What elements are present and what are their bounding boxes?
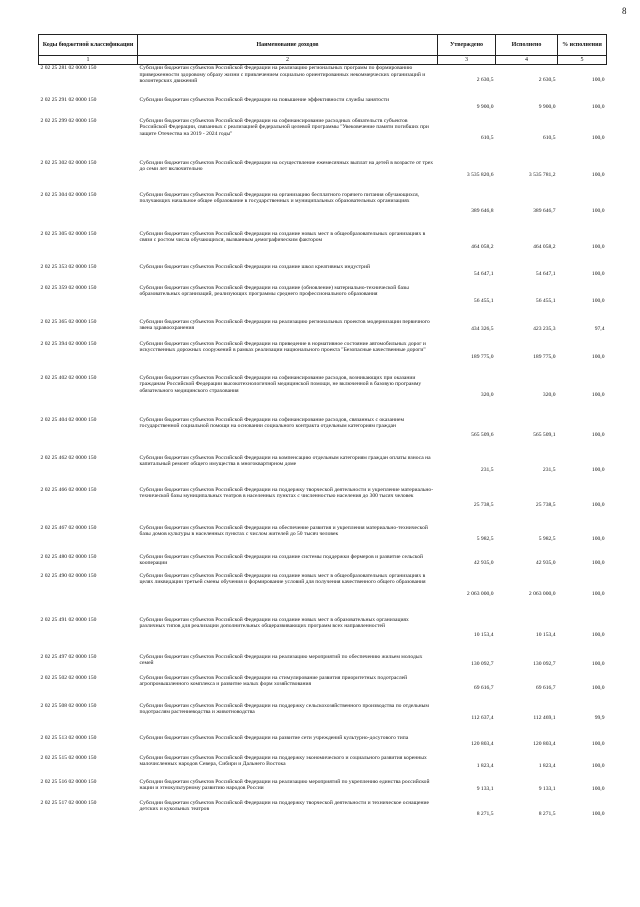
header-percent: % исполнения: [558, 35, 607, 56]
row-percent: 100,0: [591, 207, 605, 214]
row-code: 2 02 25 404 02 0000 150: [40, 416, 97, 423]
row-approved: 25 738,5: [473, 502, 494, 509]
table-row: [39, 573, 607, 617]
row-name: Субсидии бюджетам субъектов Российской Федерации на повышение эффективности службы занятости: [139, 96, 390, 103]
row-percent: 100,0: [591, 591, 605, 598]
table-row: [39, 675, 607, 703]
row-percent: 100,0: [591, 763, 605, 770]
table-row: [39, 375, 607, 417]
row-name: Субсидии бюджетам субъектов Российской Федерации на реализацию региональных программ по формированию приверженности здоровому образу жизни с привлечением социально ориентированных некоммерческих организаций и волонтерских движений: [139, 65, 426, 85]
table-row: [39, 617, 607, 654]
row-executed: 130 092,7: [533, 660, 556, 667]
row-percent: 100,0: [591, 243, 605, 250]
row-approved: 565 509,6: [471, 432, 494, 439]
row-executed: 56 455,1: [535, 298, 556, 305]
row-percent: 100,0: [591, 685, 605, 692]
row-code: 2 02 25 467 02 0000 150: [40, 524, 97, 531]
table-row: [39, 160, 607, 192]
row-approved: 610,5: [480, 135, 494, 142]
row-code: 2 02 25 291 02 0000 150: [40, 96, 97, 103]
table-row: [39, 341, 607, 375]
row-name: Субсидии бюджетам субъектов Российской Федерации на обеспечение развития и укрепления материально-технической базы домов культуры в населенных пунктах с числом жителей до 50 тысяч человек: [139, 524, 428, 538]
table-row: [39, 118, 607, 160]
row-approved: 389 646,8: [471, 207, 494, 214]
table-row: [39, 800, 607, 830]
header-code: Коды бюджетной классификации: [39, 35, 138, 56]
table-row: [39, 703, 607, 735]
row-executed: 389 646,7: [533, 207, 556, 214]
row-code: 2 02 25 497 02 0000 150: [40, 653, 97, 660]
table-row: [39, 417, 607, 455]
row-approved: 9 900,0: [476, 103, 494, 110]
row-approved: 5 982,5: [476, 535, 494, 542]
row-percent: 99,9: [594, 715, 605, 722]
row-approved: 42 935,0: [473, 559, 494, 566]
row-percent: 100,0: [591, 467, 605, 474]
row-name: Субсидии бюджетам субъектов Российской Федерации на стимулирование развития приоритетных подотраслей агропромышленного комплекса и развитие малых форм хозяйствования: [139, 674, 408, 688]
row-executed: 5 982,5: [538, 535, 556, 542]
row-executed: 1 823,4: [538, 763, 556, 770]
table-row: [39, 654, 607, 675]
table-row: [39, 779, 607, 800]
row-code: 2 02 25 515 02 0000 150: [40, 754, 97, 761]
row-code: 2 02 25 359 02 0000 150: [40, 284, 97, 291]
row-executed: 9 133,1: [538, 785, 556, 792]
row-name: Субсидии бюджетам субъектов Российской Федерации на софинансирование расходов, возникающих при оказании гражданам Российской Федерации высокотехнологичной медицинской помощи, не включенной в базовую программу обязательного медицинского страхования: [139, 374, 422, 394]
row-percent: 100,0: [591, 559, 605, 566]
row-executed: 54 647,1: [535, 270, 556, 277]
row-code: 2 02 25 302 02 0000 150: [40, 159, 97, 166]
row-code: 2 02 25 516 02 0000 150: [40, 778, 97, 785]
row-executed: 2 063 000,0: [528, 591, 556, 598]
row-percent: 100,0: [591, 354, 605, 361]
row-approved: 130 092,7: [471, 660, 494, 667]
row-code: 2 02 25 402 02 0000 150: [40, 374, 97, 381]
row-name: Субсидии бюджетам субъектов Российской Федерации на поддержку творческой деятельности и техническое оснащение детских и кукольных театров: [139, 799, 429, 813]
row-executed: 42 935,0: [535, 559, 556, 566]
row-executed: 25 738,5: [535, 502, 556, 509]
row-name: Субсидии бюджетам субъектов Российской Федерации на реализацию мероприятий по укреплению единства российской нации и этнокультурному развитию народов России: [139, 778, 430, 792]
row-name: Субсидии бюджетам субъектов Российской Федерации на организацию бесплатного горячего питания обучающихся, получающих начальное общее образование в государственных и муниципальных образовательных организациях: [139, 191, 420, 205]
row-executed: 120 803,4: [533, 741, 556, 748]
row-code: 2 02 25 462 02 0000 150: [40, 454, 97, 461]
table-row: [39, 231, 607, 264]
row-approved: 2 630,5: [476, 77, 494, 84]
row-approved: 9 133,1: [476, 785, 494, 792]
row-name: Субсидии бюджетам субъектов Российской Федерации на приведение в нормативное состояние автомобильных дорог и искусственных дорожных сооружений в рамках реализации национального проекта "Безопасные качественные дороги": [139, 340, 426, 354]
row-code: 2 02 25 502 02 0000 150: [40, 674, 97, 681]
table-row: [39, 487, 607, 525]
row-executed: 69 616,7: [535, 685, 556, 692]
row-executed: 610,5: [542, 135, 556, 142]
row-code: 2 02 25 353 02 0000 150: [40, 263, 97, 270]
row-code: 2 02 25 508 02 0000 150: [40, 702, 97, 709]
table-row: [39, 65, 607, 97]
row-percent: 100,0: [591, 660, 605, 667]
row-approved: 8 271,5: [476, 811, 494, 818]
row-approved: 56 455,1: [473, 298, 494, 305]
row-name: Субсидии бюджетам субъектов Российской Федерации на софинансирование расходных обязательств субъектов Российской Федерации, связанных с реализацией федеральной целевой программы "Увековечение памяти погибших при защите Отечества на 2019 - 2024 годы": [139, 117, 429, 137]
row-executed: 3 535 781,2: [528, 172, 556, 179]
row-approved: 434 326,5: [471, 326, 494, 333]
row-executed: 231,5: [542, 467, 556, 474]
header-executed: Исполнено: [496, 35, 558, 56]
row-code: 2 02 25 281 02 0000 150: [40, 65, 97, 71]
row-code: 2 02 25 305 02 0000 150: [40, 230, 97, 237]
row-percent: 100,0: [591, 103, 605, 110]
row-executed: 320,0: [542, 392, 556, 399]
table-row: [39, 97, 607, 118]
row-percent: 100,0: [591, 392, 605, 399]
row-percent: 100,0: [591, 298, 605, 305]
row-percent: 100,0: [591, 502, 605, 509]
row-percent: 100,0: [591, 270, 605, 277]
row-name: Субсидии бюджетам субъектов Российской Федерации на создание школ креативных индустрий: [139, 263, 370, 270]
row-name: Субсидии бюджетам субъектов Российской Федерации на создание новых мест в образовательных организациях различных типов для реализации дополнительных общеразвивающих программ всех направленностей: [139, 616, 409, 630]
row-executed: 2 630,5: [538, 77, 556, 84]
column-number: 5: [558, 56, 607, 65]
row-name: Субсидии бюджетам субъектов Российской Федерации на реализацию региональных проектов модернизации первичного звена здравоохранения: [139, 318, 430, 332]
table-row: [39, 525, 607, 554]
table-row: [39, 455, 607, 487]
column-number: 4: [496, 56, 558, 65]
row-executed: 8 271,5: [538, 811, 556, 818]
row-code: 2 02 25 466 02 0000 150: [40, 486, 97, 493]
header-name: Наименование доходов: [138, 35, 438, 56]
row-name: Субсидии бюджетам субъектов Российской Федерации на создание новых мест в общеобразовательных организациях в целях ликвидации третьей смены обучения и формирование условий для получения качественного общего образования: [139, 572, 426, 586]
row-code: 2 02 25 299 02 0000 150: [40, 117, 97, 124]
row-approved: 2 063 000,0: [466, 591, 494, 598]
row-name: Субсидии бюджетам субъектов Российской Федерации на создание системы поддержки фермеров и развитие сельской кооперации: [139, 553, 424, 567]
row-code: 2 02 25 365 02 0000 150: [40, 318, 97, 325]
table-row: [39, 264, 607, 285]
row-approved: 231,5: [480, 467, 494, 474]
row-name: Субсидии бюджетам субъектов Российской Федерации на поддержку творческой деятельности и укрепление материально-технической базы муниципальных театров в населенных пунктах с численностью населения до 300 тысяч человек: [139, 486, 434, 500]
column-number: 1: [39, 56, 138, 65]
row-percent: 97,4: [594, 326, 605, 333]
row-percent: 100,0: [591, 785, 605, 792]
row-executed: 112 469,1: [533, 715, 556, 722]
row-percent: 100,0: [591, 535, 605, 542]
row-approved: 10 153,4: [473, 631, 494, 638]
table-row: [39, 735, 607, 755]
column-number: 2: [138, 56, 438, 65]
row-name: Субсидии бюджетам субъектов Российской Федерации на осуществление ежемесячных выплат на детей в возрасте от трех до семи лет включительно: [139, 159, 434, 173]
row-name: Субсидии бюджетам субъектов Российской Федерации на компенсацию отдельным категориям граждан оплаты взноса на капитальный ремонт общего имущества в многоквартирном доме: [139, 454, 431, 468]
revenue-table: [38, 34, 607, 830]
row-approved: 112 637,4: [471, 715, 494, 722]
column-number: 3: [438, 56, 496, 65]
table-row: [39, 755, 607, 779]
page-number: 8: [622, 6, 627, 16]
row-percent: 100,0: [591, 432, 605, 439]
row-approved: 54 647,1: [473, 270, 494, 277]
row-name: Субсидии бюджетам субъектов Российской Федерации на поддержку сельскохозяйственного производства по отдельным подотраслям растениеводства и животноводства: [139, 702, 429, 716]
row-approved: 69 616,7: [473, 685, 494, 692]
row-approved: 120 803,4: [471, 741, 494, 748]
row-executed: 10 153,4: [535, 631, 556, 638]
row-executed: 464 058,2: [533, 243, 556, 250]
row-percent: 100,0: [591, 77, 605, 84]
row-name: Субсидии бюджетам субъектов Российской Федерации на поддержку экономического и социального развития коренных малочисленных народов Севера, Сибири и Дальнего Востока: [139, 754, 427, 768]
row-name: Субсидии бюджетам субъектов Российской Федерации на развитие сети учреждений культурно-досугового типа: [139, 734, 409, 741]
row-code: 2 02 25 490 02 0000 150: [40, 572, 97, 579]
row-code: 2 02 25 513 02 0000 150: [40, 734, 97, 741]
row-percent: 100,0: [591, 741, 605, 748]
row-executed: 423 235,3: [533, 326, 556, 333]
row-percent: 100,0: [591, 811, 605, 818]
row-executed: 189 775,0: [533, 354, 556, 361]
row-percent: 100,0: [591, 135, 605, 142]
row-approved: 1 823,4: [476, 763, 494, 770]
row-code: 2 02 25 517 02 0000 150: [40, 799, 97, 806]
row-approved: 320,0: [480, 392, 494, 399]
row-name: Субсидии бюджетам субъектов Российской Федерации на реализацию мероприятий по обеспечению жильем молодых семей: [139, 653, 423, 667]
table-row: [39, 319, 607, 341]
row-name: Субсидии бюджетам субъектов Российской Федерации на создание новых мест в общеобразовательных организациях в связи с ростом числа обучающихся, вызванным демографическим фактором: [139, 230, 426, 244]
row-code: 2 02 25 480 02 0000 150: [40, 553, 97, 560]
table-row: [39, 285, 607, 319]
row-executed: 9 900,0: [538, 103, 556, 110]
row-percent: 100,0: [591, 172, 605, 179]
row-executed: 565 509,1: [533, 432, 556, 439]
row-approved: 189 775,0: [471, 354, 494, 361]
row-approved: 3 535 820,6: [466, 172, 494, 179]
table-row: [39, 554, 607, 573]
header-approved: Утверждено: [438, 35, 496, 56]
row-code: 2 02 25 491 02 0000 150: [40, 616, 97, 623]
row-percent: 100,0: [591, 631, 605, 638]
row-approved: 464 058,2: [471, 243, 494, 250]
row-name: Субсидии бюджетам субъектов Российской Федерации на софинансирование расходов, связанных с оказанием государственной социальной помощи на основании социального контракта отдельным категориям граждан: [139, 416, 404, 430]
row-code: 2 02 25 304 02 0000 150: [40, 191, 97, 198]
table-row: [39, 192, 607, 231]
row-code: 2 02 25 394 02 0000 150: [40, 340, 97, 347]
row-name: Субсидии бюджетам субъектов Российской Федерации на создание (обновление) материально-технической базы образовательных организаций, реализующих программы среднего профессионального образования: [139, 284, 409, 298]
